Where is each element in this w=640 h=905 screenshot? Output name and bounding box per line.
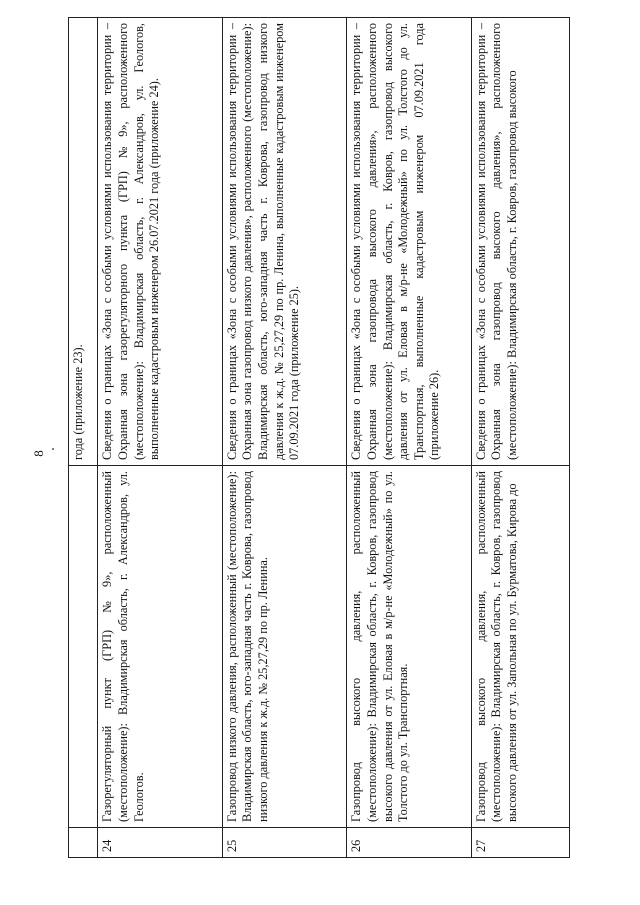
table-row-24: [98, 18, 222, 858]
row-number: 24: [98, 828, 222, 858]
object-description: Газопровод высокого давления, расположенный (местоположение): Владимирская область, г. Ковров, газопровод высокого давления от ул. Запольная по ул. Бурматова, Кирова до: [471, 466, 569, 828]
boundary-info: Сведения о границах «Зона с особыми условиями использования территории – Охранная зона газопровод высокого давления», расположенного (местоположение): Владимирская область, г. Ковров, газопровод высокого: [471, 18, 569, 466]
page-number: 8: [30, 450, 46, 457]
scan-speck: [52, 448, 54, 450]
row-number: 27: [471, 828, 569, 858]
boundary-info: Сведения о границах «Зона с особыми условиями использования территории – Охранная зона газопровода высокого давления», расположенного (местоположение): Владимирская область, г. Ковров, газопровод высокого давления от ул. Еловая в м/р-не «Молодежный» по ул. Толстого до ул. Транспортная, выполненные кадастровым инженером 07.09.2021 года (приложение 26).: [347, 18, 471, 466]
boundary-info: Сведения о границах «Зона с особыми условиями использования территории – Охранная зона газопровод низкого давления», расположенного (местоположение): Владимирская область, юго-западная часть г. Коврова, газопровод низкого давления к ж.д. № 25,27,29 по пр. Ленина, выполненные кадастровым инженером 07.09.2021 года (приложение 25).: [222, 18, 346, 466]
document-table: [68, 17, 570, 858]
cell-empty: [69, 828, 98, 858]
table-row-continuation: [69, 18, 98, 858]
cell-empty: [69, 466, 98, 828]
object-description: Газорегуляторный пункт (ГРП) №9», расположенный (местоположение): Владимирская область, г. Александров, ул. Геологов.: [98, 466, 222, 828]
row-number: 25: [222, 828, 346, 858]
cell-continuation: года (приложение 23).: [69, 18, 98, 466]
object-description: Газопровод низкого давления, расположенный (местоположение): Владимирская область, юго-западная часть г. Коврова, газопровод низкого давления к ж.д. № 25,27,29 по пр. Ленина.: [222, 466, 346, 828]
object-description: Газопровод высокого давления, расположенный (местоположение): Владимирская область, г. Ковров, газопровод высокого давления от ул. Еловая в м/р-не «Молодежный» по ул. Толстого до ул. Транспортная.: [347, 466, 471, 828]
row-number: 26: [347, 828, 471, 858]
table-row-27: [471, 18, 569, 858]
table-row-26: [347, 18, 471, 858]
table-row-25: [222, 18, 346, 858]
boundary-info: Сведения о границах «Зона с особыми условиями использования территории – Охранная зона газорегуляторного пункта (ГРП) №9», расположенного (местоположение): Владимирская область, г. Александров, ул. Геологов, выполненные кадастровым инженером 26.07.2021 года (приложение 24).: [98, 18, 222, 466]
rotated-table-wrapper: [68, 18, 570, 858]
